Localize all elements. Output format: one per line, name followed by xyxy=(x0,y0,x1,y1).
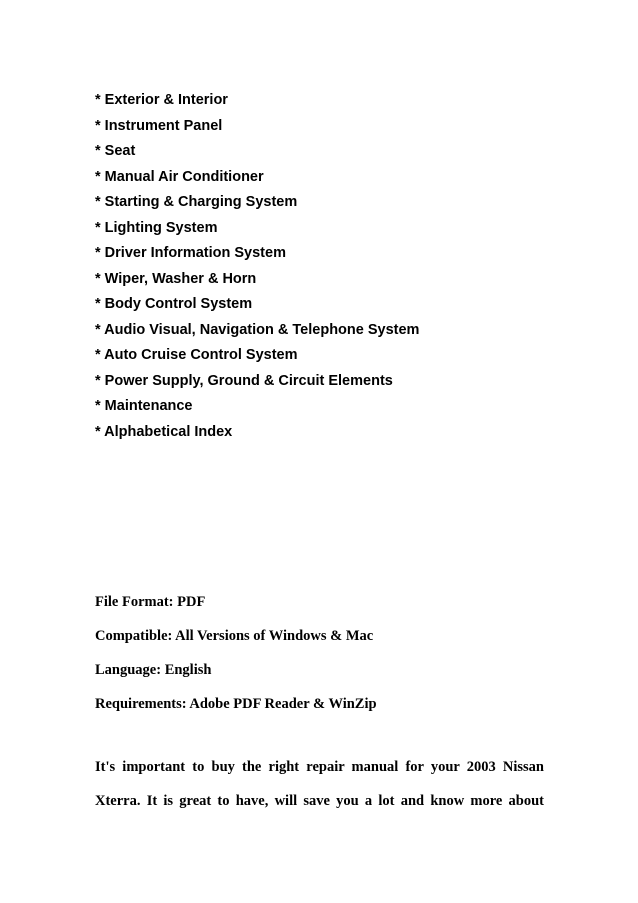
spec-compatible: Compatible: All Versions of Windows & Mac xyxy=(95,628,374,644)
section-item-exterior-interior: * Exterior & Interior xyxy=(95,92,228,108)
section-item-audio-visual-navigation: * Audio Visual, Navigation & Telephone System xyxy=(95,321,420,338)
section-item-driver-information-system: * Driver Information System xyxy=(95,245,286,261)
description-paragraph xyxy=(95,750,544,818)
section-list xyxy=(95,84,419,449)
section-item-maintenance: * Maintenance xyxy=(95,398,193,414)
spec-language: Language: English xyxy=(95,662,212,678)
paragraph-line-1: It's important to buy the right repair manual for your 2003 Nissan xyxy=(95,759,544,775)
section-item-alphabetical-index: * Alphabetical Index xyxy=(95,423,233,440)
paragraph-line-2: Xterra. It is great to have, will save you a lot and know more about xyxy=(95,793,544,809)
section-item-auto-cruise-control: * Auto Cruise Control System xyxy=(95,347,298,363)
section-item-seat: * Seat xyxy=(95,143,136,159)
spec-file-format: File Format: PDF xyxy=(95,594,206,610)
section-item-wiper-washer-horn: * Wiper, Washer & Horn xyxy=(95,270,257,287)
section-item-lighting-system: * Lighting System xyxy=(95,219,218,236)
section-item-body-control-system: * Body Control System xyxy=(95,296,253,312)
spec-list xyxy=(95,585,377,721)
section-item-power-supply-ground: * Power Supply, Ground & Circuit Elements xyxy=(95,372,393,389)
section-item-starting-charging-system: * Starting & Charging System xyxy=(95,194,298,210)
section-item-instrument-panel: * Instrument Panel xyxy=(95,117,223,134)
section-item-manual-air-conditioner: * Manual Air Conditioner xyxy=(95,168,264,185)
spec-requirements: Requirements: Adobe PDF Reader & WinZip xyxy=(95,696,377,712)
